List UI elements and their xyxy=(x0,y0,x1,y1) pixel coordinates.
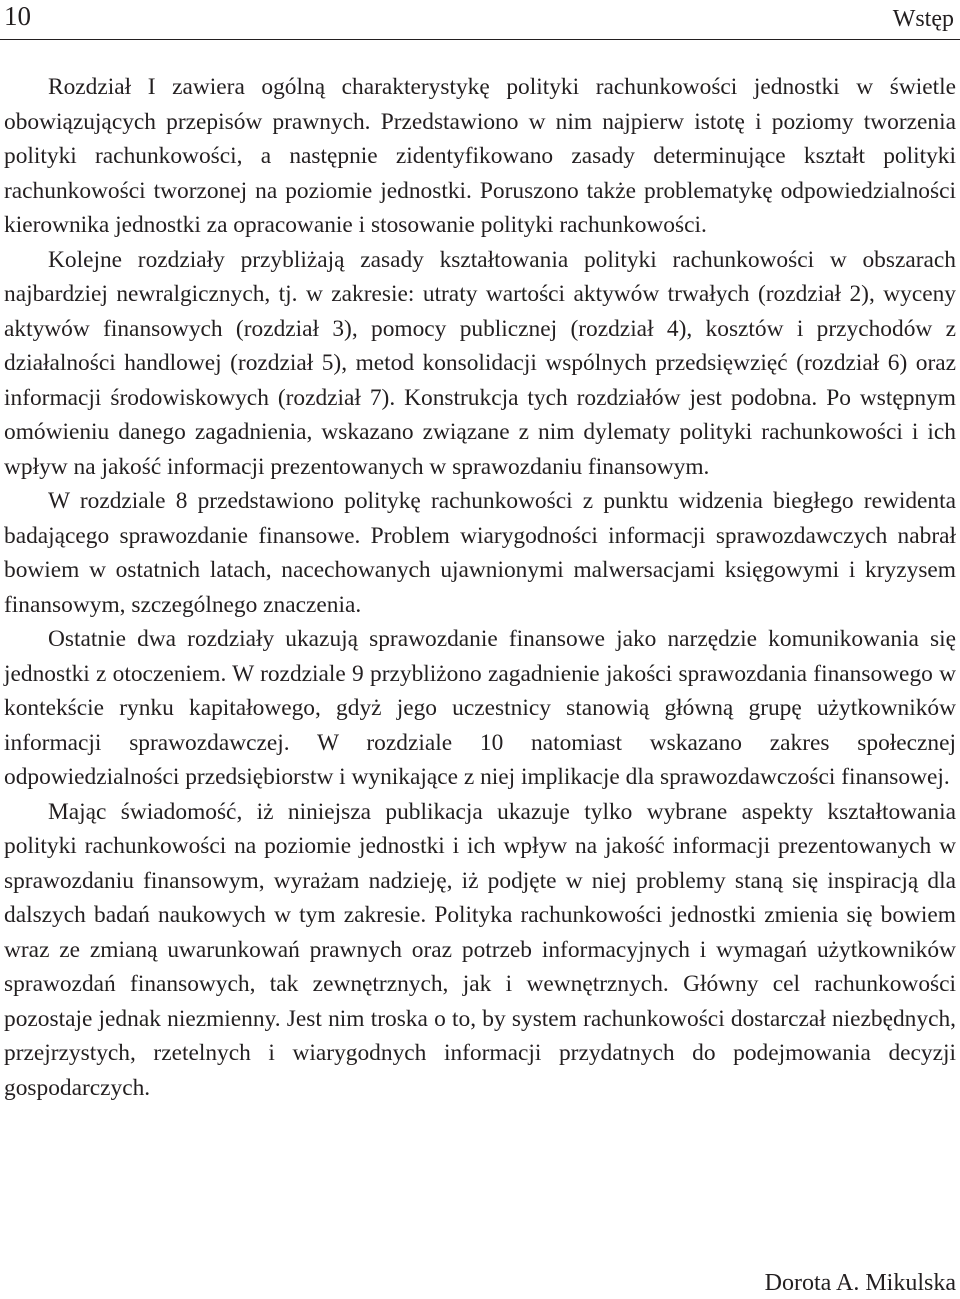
running-head: Wstęp xyxy=(892,6,954,32)
paragraph: Rozdział I zawiera ogólną charakterystykę polityki rachunkowości jednostki w świetle obowiązujących przepisów prawnych. Przedstawiono w nim najpierw istotę i poziomy tworzenia polityki rachunkowości, a następnie zidentyfikowano zasady determinujące kształt polityki rachunkowości tworzonej na poziomie jednostki. Poruszono także problematykę odpowiedzialności kierownika jednostki za opracowanie i stosowanie polityki rachunkowości. xyxy=(4,74,956,238)
paragraph: Mając świadomość, iż niniejsza publikacja ukazuje tylko wybrane aspekty kształtowania polityki rachunkowości na poziomie jednostki i ich wpływ na jakość informacji prezentowanych w sprawozdaniu finansowym, wyrażam nadzieję, iż podjęte w niej problemy staną się inspiracją dla dalszych badań naukowych w tym zakresie. Polityka rachunkowości jednostki zmienia się bowiem wraz ze zmianą uwarunkowań prawnych oraz potrzeb informacyjnych i wymagań użytkowników sprawozdań finansowych, tak zewnętrznych, jak i wewnętrznych. Główny cel rachunkowości pozostaje jednak niezmienny. Jest nim troska o to, by system rachunkowości dostarczał niezbędnych, przejrzystych, rzetelnych i wiarygodnych informacji przydatnych do podejmowania decyzji gospodarczych. xyxy=(4,798,956,1101)
body-text xyxy=(4,70,956,1105)
paragraph: Ostatnie dwa rozdziały ukazują sprawozdanie finansowe jako narzędzie komunikowania się jednostki z otoczeniem. W rozdziale 9 przybliżono zagadnienie jakości sprawozdania finansowego w kontekście rynku kapitałowego, gdyż jego uczestnicy stanowią główną grupę użytkowników informacji sprawozdawczej. W rozdziale 10 natomiast wskazano zakres społecznej odpowiedzialności przedsiębiorstw i wynikające z niej implikacje dla sprawozdawczości finansowej. xyxy=(4,626,956,790)
page-number: 10 xyxy=(4,1,31,31)
page-header xyxy=(0,0,960,40)
author-signature: Dorota A. Mikulska xyxy=(764,1270,956,1296)
paragraph: Kolejne rozdziały przybliżają zasady kształtowania polityki rachunkowości w obszarach najbardziej newralgicznych, tj. w zakresie: utraty wartości aktywów trwałych (rozdział 2), wyceny aktywów finansowych (rozdział 3), pomocy publicznej (rozdział 4), kosztów i przychodów z działalności handlowej (rozdział 5), metod konsolidacji wspólnych przedsięwzięć (rozdział 6) oraz informacji środowiskowych (rozdział 7). Konstrukcja tych rozdziałów jest podobna. Po wstępnym omówieniu danego zagadnienia, wskazano związane z nim dylematy polityki rachunkowości i ich wpływ na jakość informacji prezentowanych w sprawozdaniu finansowym. xyxy=(4,246,956,480)
paragraph: W rozdziale 8 przedstawiono politykę rachunkowości z punktu widzenia biegłego rewidenta badającego sprawozdanie finansowe. Problem wiarygodności informacji sprawozdawczych nabrał bowiem w ostatnich latach, nacechowanych ujawnionymi malwersacjami księgowymi i kryzysem finansowym, szczególnego znaczenia. xyxy=(4,488,956,618)
